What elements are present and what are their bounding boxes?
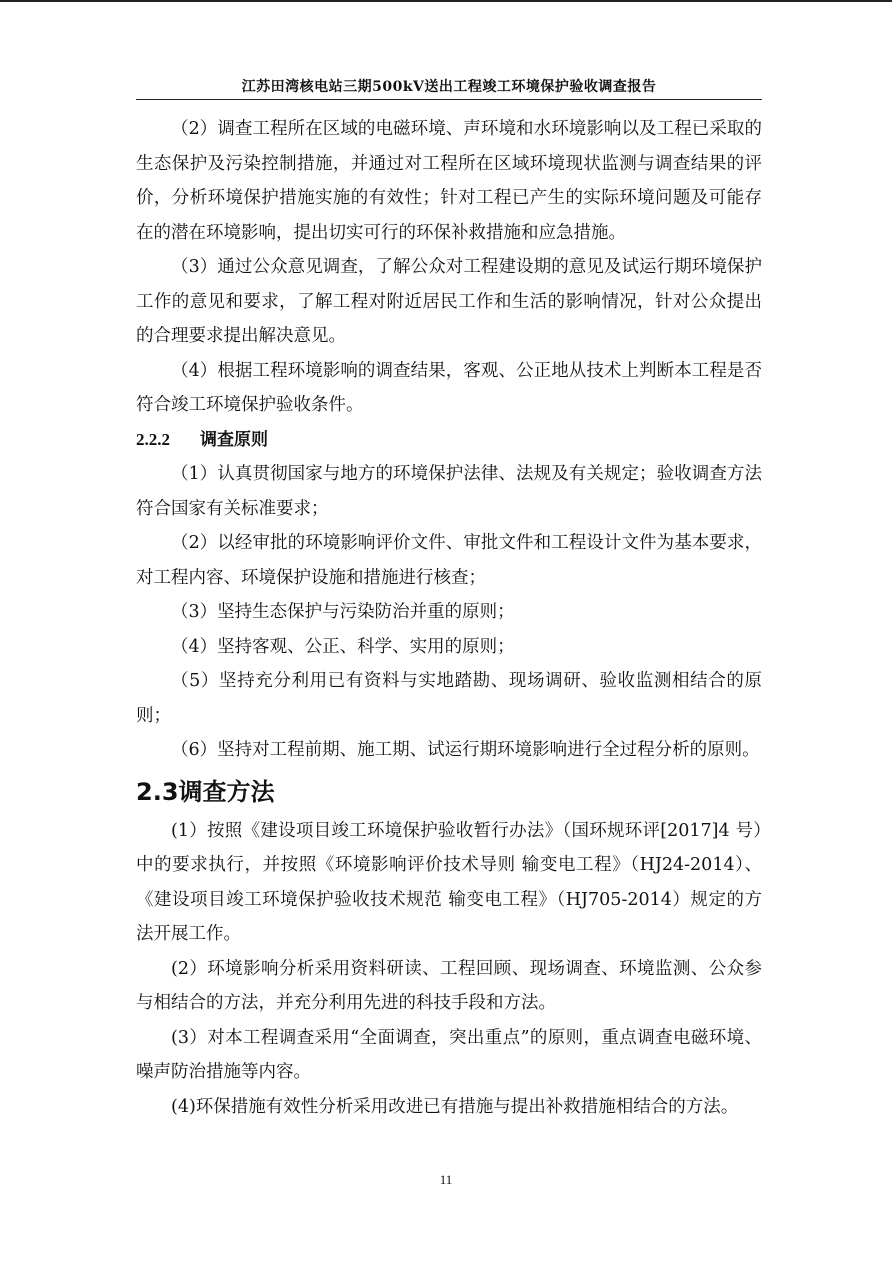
principle-item: （1）认真贯彻国家与地方的环境保护法律、法规及有关规定；验收调查方法符合国家有关标准要求； xyxy=(136,464,762,519)
objective-paragraph: （3）通过公众意见调查，了解公众对工程建设期的意见及试运行期环境保护工作的意见和要求，了解工程对附近居民工作和生活的影响情况，针对公众提出的合理要求提出解决意见。 xyxy=(136,257,762,346)
method-item: (1）按照《建设项目竣工环境保护验收暂行办法》（国环规环评[2017]4 号）中的要求执行，并按照《环境影响评价技术导则 输变电工程》（HJ24-2014）、《建设项目竣工环境保护验收技术规范 输变电工程》（HJ705-2014）规定的方法开展工作。 xyxy=(136,820,762,944)
method-item: (2）环境影响分析采用资料研读、工程回顾、现场调查、环境监测、公众参与相结合的方法，并充分利用先进的科技手段和方法。 xyxy=(136,958,762,1013)
objective-paragraph: （4）根据工程环境影响的调查结果，客观、公正地从技术上判断本工程是否符合竣工环境保护验收条件。 xyxy=(136,360,762,415)
principle-item: （2）以经审批的环境影响评价文件、审批文件和工程设计文件为基本要求，对工程内容、环境保护设施和措施进行核查； xyxy=(136,533,762,588)
page-number: 11 xyxy=(439,1172,453,1187)
method-item: (4)环保措施有效性分析采用改进已有措施与提出补救措施相结合的方法。 xyxy=(171,1096,739,1117)
running-header-title: 江苏田湾核电站三期500kV送出工程竣工环境保护验收调查报告 xyxy=(241,79,657,95)
principle-item: （5）坚持充分利用已有资料与实地踏勘、现场调研、验收监测相结合的原则； xyxy=(136,671,762,726)
method-item: (3）对本工程调查采用“全面调查，突出重点”的原则，重点调查电磁环境、噪声防治措施等内容。 xyxy=(136,1027,762,1082)
subsection-number: 2.2.2 xyxy=(136,429,170,449)
principle-item: （4）坚持客观、公正、科学、实用的原则； xyxy=(171,636,515,657)
principle-item: （3）坚持生态保护与污染防治并重的原则； xyxy=(171,602,515,622)
page-body xyxy=(136,112,762,1124)
subsection-title: 调查原则 xyxy=(200,429,268,450)
subsection-heading xyxy=(136,423,762,458)
principle-item: （6）坚持对工程前期、施工期、试运行期环境影响进行全过程分析的原则。 xyxy=(171,740,760,760)
header-divider xyxy=(136,99,762,100)
objective-paragraph: （2）调查工程所在区域的电磁环境、声环境和水环境影响以及工程已采取的生态保护及污染控制措施，并通过对工程所在区域环境现状监测与调查结果的评价，分析环境保护措施实施的有效性；针对工程已产生的实际环境问题及可能存在的潜在环境影响，提出切实可行的环保补救措施和应急措施。 xyxy=(136,119,762,243)
top-border-rule xyxy=(0,0,892,2)
section-heading: 2.3调查方法 xyxy=(136,777,275,806)
